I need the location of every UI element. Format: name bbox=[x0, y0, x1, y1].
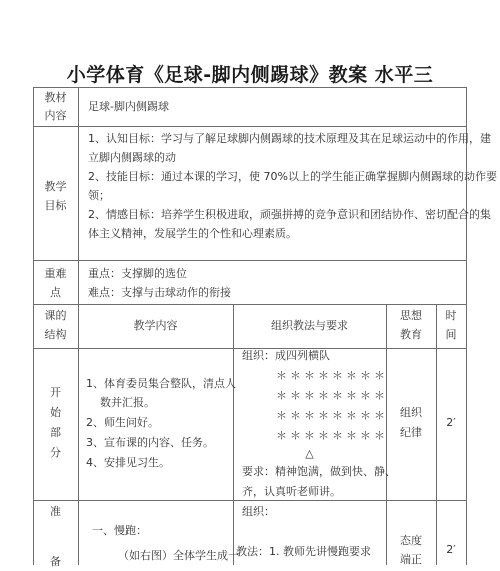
prep-label-2: 备 bbox=[50, 555, 61, 568]
formation-row-1: ＊＊＊＊＊＊＊＊ bbox=[276, 369, 388, 382]
prep-content-1: 一、慢跑： bbox=[92, 524, 147, 537]
start-content-2: 2、师生问好。 bbox=[86, 416, 159, 429]
start-label-2: 始 bbox=[50, 406, 61, 419]
header-time-line1: 时 bbox=[445, 309, 457, 322]
start-content-1: 1、体育委员集合整队，清点人 bbox=[86, 377, 236, 390]
teacher-position-mark: △ bbox=[305, 447, 314, 460]
start-content-3: 3、宣布课的内容、任务。 bbox=[86, 436, 214, 449]
prep-time: 2′ bbox=[446, 543, 456, 556]
header-teaching-content: 教学内容 bbox=[133, 319, 178, 332]
content-label-line2: 内容 bbox=[44, 109, 67, 122]
formation-row-2: ＊＊＊＊＊＊＊＊ bbox=[276, 389, 388, 402]
start-thought-2: 纪律 bbox=[400, 426, 422, 439]
start-thought-1: 组织 bbox=[400, 406, 422, 419]
start-label-4: 分 bbox=[50, 446, 61, 459]
content-label-line1: 教材 bbox=[44, 91, 67, 104]
goals-label-line1: 教学 bbox=[44, 180, 67, 193]
keypoint-label-line2: 点 bbox=[50, 286, 61, 299]
start-label-3: 部 bbox=[50, 426, 61, 439]
prep-label-1: 准 bbox=[50, 505, 61, 518]
start-time: 2′ bbox=[446, 416, 456, 429]
goal-line-2: 立脚内侧踢球的动 bbox=[88, 151, 176, 164]
difficulty-point: 难点：支撑与击球动作的衔接 bbox=[88, 286, 231, 299]
prep-org-title: 组织： bbox=[242, 505, 275, 518]
start-label-1: 开 bbox=[50, 386, 61, 399]
prep-thought-1: 态度 bbox=[400, 534, 422, 547]
goal-line-3: 2、技能目标：通过本课的学习，使 70%以上的学生能正确掌握脚内侧踢球的动作要 bbox=[88, 170, 497, 183]
header-thought-line1: 思想 bbox=[400, 309, 422, 322]
prep-method: 教法：1. 教师先讲慢跑要求 bbox=[236, 545, 371, 558]
header-structure-line1: 课的 bbox=[44, 309, 67, 322]
goal-line-6: 体主义精神，发展学生的个性和心理素质。 bbox=[88, 227, 297, 240]
page-title: 小学体育《足球-脚内侧踢球》教案 水平三 bbox=[66, 64, 434, 86]
prep-thought-2: 端正 bbox=[400, 553, 422, 566]
start-content-4: 4、安排见习生。 bbox=[86, 456, 170, 469]
goals-label-line2: 目标 bbox=[44, 199, 67, 212]
key-point: 重点：支撑脚的选位 bbox=[88, 267, 187, 280]
prep-content-2: （如右图）全体学生成一 bbox=[118, 549, 239, 562]
header-thought-line2: 教育 bbox=[400, 328, 422, 341]
formation-row-4: ＊＊＊＊＊＊＊＊ bbox=[276, 429, 388, 442]
header-time-line2: 间 bbox=[445, 328, 457, 341]
start-content-1b: 数并汇报。 bbox=[100, 396, 155, 409]
goal-line-4: 领； bbox=[88, 189, 110, 202]
formation-row-3: ＊＊＊＊＊＊＊＊ bbox=[276, 409, 388, 422]
start-requirement-1: 要求：精神饱满，做到快、静、 bbox=[242, 465, 396, 478]
header-structure-line2: 结构 bbox=[44, 328, 67, 341]
goal-line-1: 1、认知目标：学习与了解足球脚内侧踢球的技术原理及其在足球运动中的作用，建 bbox=[88, 132, 491, 145]
header-method: 组织教法与要求 bbox=[271, 319, 348, 332]
start-org-title: 组织：成四列横队 bbox=[242, 349, 330, 362]
content-value: 足球-脚内侧踢球 bbox=[88, 100, 169, 113]
keypoint-label-line1: 重难 bbox=[44, 267, 67, 280]
start-requirement-2: 齐，认真听老师讲。 bbox=[242, 485, 341, 498]
goal-line-5: 2、情感目标：培养学生积极进取，顽强拼搏的竞争意识和团结协作、密切配合的集 bbox=[88, 208, 491, 221]
